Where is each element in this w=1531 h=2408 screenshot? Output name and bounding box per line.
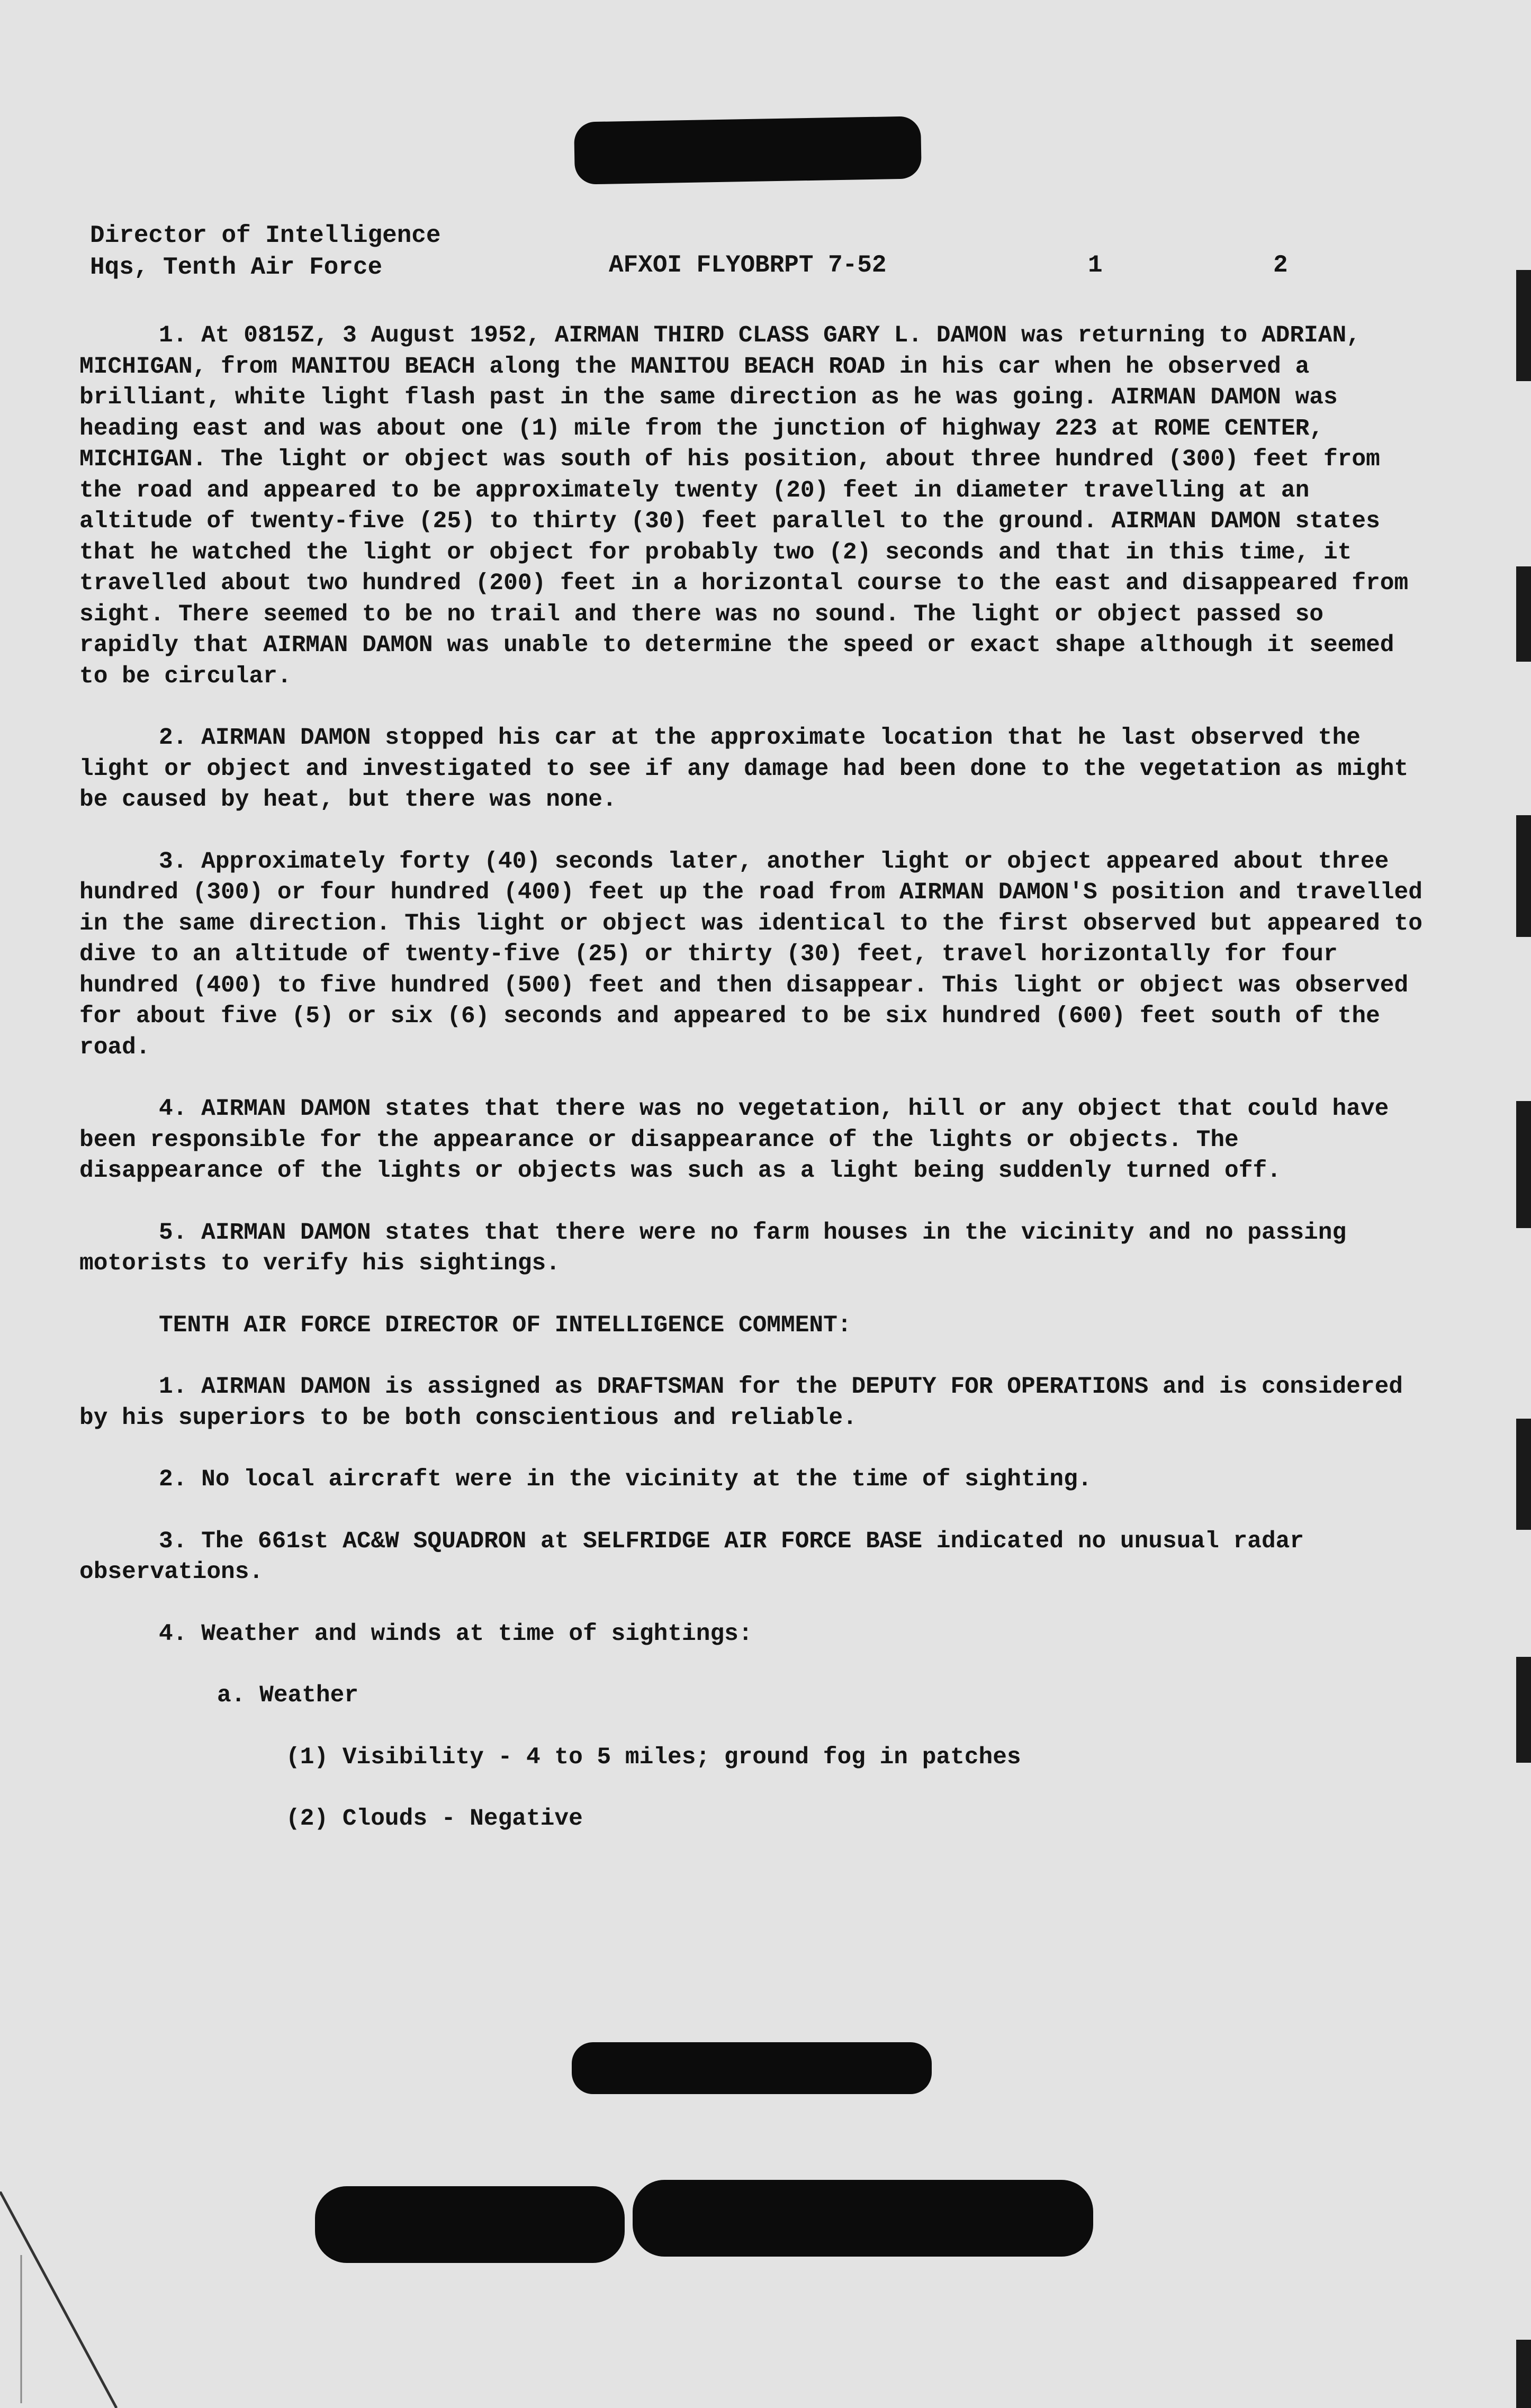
edge-mark [1516,1419,1531,1530]
comment-item-2: 2. No local aircraft were in the vicinity at the time of sighting. [159,1466,1092,1493]
weather-clouds: (2) Clouds - Negative [286,1806,583,1832]
comment-heading: TENTH AIR FORCE DIRECTOR OF INTELLIGENCE COMMENT: [159,1312,852,1339]
redaction-top [574,116,922,184]
paragraph-2: 2. AIRMAN DAMON stopped his car at the approximate location that he last observed the light or object and investigated to see if any damage had been done to the vegetation as might be caused by heat, but there was none. [79,725,1409,813]
comment-item-4: 4. Weather and winds at time of sightings: [159,1620,753,1647]
comment-item-1: 1. AIRMAN DAMON is assigned as DRAFTSMAN for the DEPUTY FOR OPERATIONS and is considered by his superiors to be both conscientious and reliable. [79,1374,1403,1431]
edge-mark [1516,815,1531,937]
report-number-2: 2 [1273,251,1288,279]
paragraph-3: 3. Approximately forty (40) seconds later, another light or object appeared about three hundred (300) or four hundred (400) feet up the road from AIRMAN DAMON'S position and travelled in the same direction. This light or object was identical to the first observed but appeared to dive to an altitude of twenty-five (25) or thirty (30) feet, travel horizontally for four hundred (400) to five hundred (500) feet and then disappear. This light or object was observed for about five (5) or six (6) seconds and appeared to be six hundred (600) feet south of the road. [79,848,1422,1061]
redaction-bottom-right [633,2180,1093,2257]
header-office: Director of Intelligence [90,222,441,249]
edge-mark [1516,1657,1531,1763]
report-body [79,320,1435,1865]
paragraph-4: 4. AIRMAN DAMON states that there was no vegetation, hill or any object that could have been responsible for the appearance or disappearance of the lights or objects. The disappearance of the lights or objects was such as a light being suddenly turned off. [79,1096,1389,1184]
report-reference: AFXOI FLYOBRPT 7-52 [609,251,887,279]
paragraph-5: 5. AIRMAN DAMON states that there were no farm houses in the vicinity and no passing motorists to verify his sightings. [79,1219,1347,1277]
header-hq: Hqs, Tenth Air Force [90,254,383,281]
edge-mark [1516,1101,1531,1228]
edge-mark [1516,270,1531,381]
edge-mark [1516,2340,1531,2408]
weather-label: a. Weather [217,1682,359,1709]
edge-mark [1516,566,1531,662]
redaction-bottom-left [315,2186,625,2263]
weather-visibility: (1) Visibility - 4 to 5 miles; ground fog in patches [286,1744,1021,1771]
report-number-1: 1 [1088,251,1103,279]
memo-header [90,220,441,283]
comment-item-3: 3. The 661st AC&W SQUADRON at SELFRIDGE AIR FORCE BASE indicated no unusual radar observations. [79,1528,1304,1585]
redaction-bottom-center [572,2042,932,2094]
paragraph-1: 1. At 0815Z, 3 August 1952, AIRMAN THIRD CLASS GARY L. DAMON was returning to ADRIAN, MICHIGAN, from MANITOU BEACH along the MANITOU BEACH ROAD in his car when he observed a brilliant, white light flash past in the same direction as he was going. AIRMAN DAMON was heading east and was about one (1) mile from the junction of highway 223 at ROME CENTER, MICHIGAN. The light or object was south of his position, about three hundred (300) feet from the road and appeared to be approximately twenty (20) feet in diameter travelling at an altitude of twenty-five (25) to thirty (30) feet parallel to the ground. AIRMAN DAMON states that he watched the light or object for probably two (2) seconds and that in this time, it travelled about two hundred (200) feet in a horizontal course to the east and disappeared from sight. There seemed to be no trail and there was no sound. The light or object passed so rapidly that AIRMAN DAMON was unable to determine the speed or exact shape although it seemed to be circular. [79,322,1409,690]
corner-fold-mark [0,2191,127,2408]
